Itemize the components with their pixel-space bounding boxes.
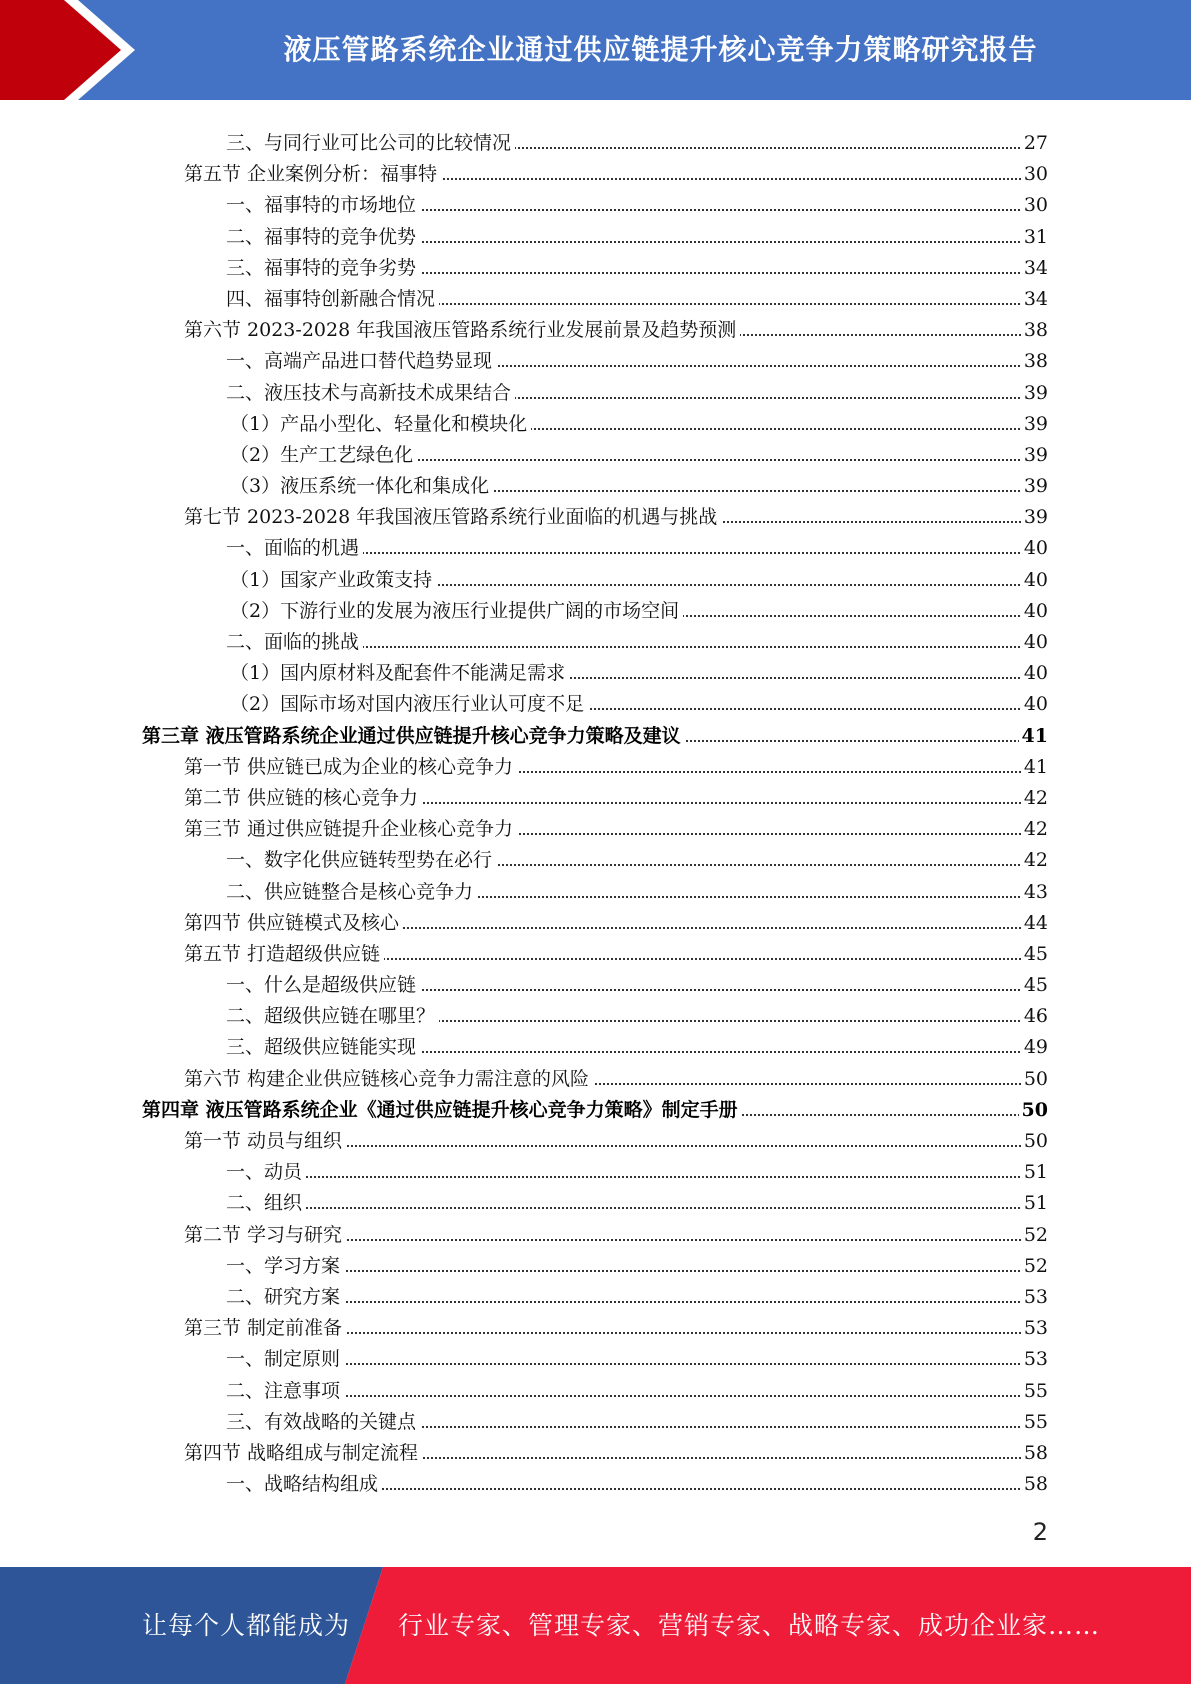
toc-entry-page: 40: [1021, 533, 1048, 564]
toc-entry-title: 二、注意事项: [226, 1376, 344, 1407]
document-title: 液压管路系统企业通过供应链提升核心竞争力策略研究报告: [283, 33, 1038, 66]
toc-entry[interactable]: [184, 502, 1048, 533]
toc-entry-page: 50: [1019, 1095, 1048, 1126]
toc-entry[interactable]: [226, 1001, 1048, 1032]
toc-entry-page: 39: [1021, 378, 1048, 409]
toc-entry-title: 第二节 供应链的核心竞争力: [184, 783, 422, 814]
toc-entry[interactable]: [226, 1157, 1048, 1188]
toc-entry[interactable]: [184, 1126, 1048, 1157]
toc-entry-title: 第四节 战略组成与制定流程: [184, 1438, 422, 1469]
toc-entry[interactable]: [226, 1188, 1048, 1219]
toc-entry-title: 一、数字化供应链转型势在必行: [226, 845, 496, 876]
toc-entry[interactable]: [142, 1095, 1048, 1126]
toc-entry-page: 40: [1021, 689, 1048, 720]
footer-slogan-left: 让每个人都能成为: [142, 1611, 351, 1640]
toc-entry-page: 34: [1021, 253, 1048, 284]
toc-entry-page: 52: [1021, 1251, 1048, 1282]
toc-entry[interactable]: [142, 721, 1048, 752]
toc-entry[interactable]: [226, 1344, 1048, 1375]
toc-entry-title: 一、动员: [226, 1157, 306, 1188]
toc-entry-title: （1）产品小型化、轻量化和模块化: [230, 409, 531, 440]
toc-entry-page: 55: [1021, 1376, 1048, 1407]
toc-entry-title: 二、供应链整合是核心竞争力: [226, 877, 477, 908]
toc-entry[interactable]: [230, 471, 1048, 502]
toc-entry-title: 第六节 2023-2028 年我国液压管路系统行业发展前景及趋势预测: [184, 315, 740, 346]
toc-entry-page: 40: [1021, 658, 1048, 689]
toc-entry-title: 第一节 供应链已成为企业的核心竞争力: [184, 752, 517, 783]
toc-leader-dots: [226, 1207, 1048, 1209]
toc-entry-title: （2）国际市场对国内液压行业认可度不足: [230, 689, 588, 720]
toc-entry-title: （3）液压系统一体化和集成化: [230, 471, 493, 502]
toc-entry-title: 二、面临的挑战: [226, 627, 363, 658]
toc-entry-title: 二、组织: [226, 1188, 306, 1219]
toc-entry[interactable]: [226, 1032, 1048, 1063]
toc-leader-dots: [226, 1395, 1048, 1397]
toc-entry-page: 38: [1021, 346, 1048, 377]
toc-entry-title: 一、战略结构组成: [226, 1469, 382, 1500]
toc-entry[interactable]: [226, 845, 1048, 876]
toc-entry[interactable]: [184, 783, 1048, 814]
toc-entry-title: 第三节 通过供应链提升企业核心竞争力: [184, 814, 517, 845]
toc-entry[interactable]: [226, 253, 1048, 284]
toc-entry-title: 第四节 供应链模式及核心: [184, 908, 403, 939]
toc-entry[interactable]: [230, 409, 1048, 440]
toc-entry-page: 40: [1021, 565, 1048, 596]
toc-entry[interactable]: [184, 315, 1048, 346]
toc-entry[interactable]: [226, 190, 1048, 221]
toc-entry-page: 31: [1021, 222, 1048, 253]
toc-entry-page: 30: [1021, 190, 1048, 221]
toc-entry-page: 51: [1021, 1157, 1048, 1188]
toc-entry-page: 50: [1021, 1064, 1048, 1095]
toc-entry[interactable]: [184, 1438, 1048, 1469]
toc-leader-dots: [226, 1270, 1048, 1272]
toc-entry-title: 一、制定原则: [226, 1344, 344, 1375]
toc-entry[interactable]: [184, 814, 1048, 845]
toc-entry-title: 三、与同行业可比公司的比较情况: [226, 128, 515, 159]
toc-entry-page: 49: [1021, 1032, 1048, 1063]
toc-entry-title: 第二节 学习与研究: [184, 1220, 346, 1251]
toc-entry-title: 一、福事特的市场地位: [226, 190, 420, 221]
page-number: 2: [1032, 1518, 1048, 1546]
toc-entry-page: 41: [1021, 752, 1048, 783]
toc-entry-title: 一、面临的机遇: [226, 533, 363, 564]
toc-entry[interactable]: [226, 222, 1048, 253]
toc-entry[interactable]: [226, 877, 1048, 908]
page-header: [0, 0, 1191, 110]
toc-entry[interactable]: [226, 1251, 1048, 1282]
toc-entry-page: 58: [1021, 1438, 1048, 1469]
toc-entry[interactable]: [230, 658, 1048, 689]
toc-entry-title: （2）下游行业的发展为液压行业提供广阔的市场空间: [230, 596, 683, 627]
toc-entry[interactable]: [226, 533, 1048, 564]
toc-entry-page: 50: [1021, 1126, 1048, 1157]
toc-entry[interactable]: [226, 970, 1048, 1001]
toc-entry-title: 第六节 构建企业供应链核心竞争力需注意的风险: [184, 1064, 593, 1095]
toc-entry-page: 39: [1021, 440, 1048, 471]
toc-entry-page: 44: [1021, 908, 1048, 939]
toc-entry-page: 39: [1021, 502, 1048, 533]
toc-entry-page: 53: [1021, 1313, 1048, 1344]
toc-entry-title: 第五节 企业案例分析：福事特: [184, 159, 441, 190]
toc-entry-page: 45: [1021, 939, 1048, 970]
toc-entry-title: 三、福事特的竞争劣势: [226, 253, 420, 284]
toc-entry-title: 四、福事特创新融合情况: [226, 284, 439, 315]
toc-entry-title: 一、什么是超级供应链: [226, 970, 420, 1001]
toc-entry-title: 第七节 2023-2028 年我国液压管路系统行业面临的机遇与挑战: [184, 502, 721, 533]
toc-entry-page: 53: [1021, 1344, 1048, 1375]
toc-entry-page: 39: [1021, 409, 1048, 440]
page-footer: [0, 1567, 1191, 1684]
toc-entry-page: 53: [1021, 1282, 1048, 1313]
toc-leader-dots: [226, 1301, 1048, 1303]
toc-entry[interactable]: [230, 596, 1048, 627]
toc-leader-dots: [226, 1176, 1048, 1178]
toc-leader-dots: [226, 1363, 1048, 1365]
toc-entry-title: 一、学习方案: [226, 1251, 344, 1282]
toc-entry-title: 二、超级供应链在哪里？: [226, 1001, 439, 1032]
toc-entry-title: （1）国家产业政策支持: [230, 565, 436, 596]
toc-entry[interactable]: [184, 908, 1048, 939]
toc-entry-title: 第三节 制定前准备: [184, 1313, 346, 1344]
toc-entry-page: 52: [1021, 1220, 1048, 1251]
toc-entry-page: 51: [1021, 1188, 1048, 1219]
footer-slogan-right: 行业专家、管理专家、营销专家、战略专家、成功企业家……: [398, 1611, 1101, 1640]
toc-entry-page: 34: [1021, 284, 1048, 315]
toc-entry[interactable]: [184, 1064, 1048, 1095]
toc-entry-page: 39: [1021, 471, 1048, 502]
toc-entry[interactable]: [226, 1282, 1048, 1313]
toc-entry-title: 三、超级供应链能实现: [226, 1032, 420, 1063]
toc-entry-title: 第三章 液压管路系统企业通过供应链提升核心竞争力策略及建议: [142, 721, 685, 752]
toc-entry[interactable]: [226, 627, 1048, 658]
toc-entry[interactable]: [230, 440, 1048, 471]
toc-entry[interactable]: [226, 346, 1048, 377]
toc-entry-title: 第五节 打造超级供应链: [184, 939, 384, 970]
toc-entry-page: 30: [1021, 159, 1048, 190]
toc-entry-page: 40: [1021, 627, 1048, 658]
toc-entry-title: （2）生产工艺绿色化: [230, 440, 417, 471]
toc-entry[interactable]: [184, 1220, 1048, 1251]
toc-entry-title: 第四章 液压管路系统企业《通过供应链提升核心竞争力策略》制定手册: [142, 1095, 742, 1126]
toc-entry[interactable]: [226, 284, 1048, 315]
toc-entry-title: 二、液压技术与高新技术成果结合: [226, 378, 515, 409]
toc-entry[interactable]: [226, 378, 1048, 409]
toc-entry-title: 二、研究方案: [226, 1282, 344, 1313]
toc-entry[interactable]: [226, 1469, 1048, 1500]
toc-entry[interactable]: [230, 689, 1048, 720]
toc-entry-page: 42: [1021, 845, 1048, 876]
toc-entry-page: 46: [1021, 1001, 1048, 1032]
toc-entry-page: 58: [1021, 1469, 1048, 1500]
toc-entry-page: 42: [1021, 814, 1048, 845]
toc-entry-page: 42: [1021, 783, 1048, 814]
toc-entry[interactable]: [184, 1313, 1048, 1344]
toc-entry[interactable]: [184, 159, 1048, 190]
toc-entry-title: 第一节 动员与组织: [184, 1126, 346, 1157]
toc-entry[interactable]: [184, 752, 1048, 783]
toc-entry[interactable]: [226, 1376, 1048, 1407]
toc-entry-page: 43: [1021, 877, 1048, 908]
toc-entry-page: 38: [1021, 315, 1048, 346]
toc-entry-page: 40: [1021, 596, 1048, 627]
toc-entry-title: 一、高端产品进口替代趋势显现: [226, 346, 496, 377]
toc-entry-title: （1）国内原材料及配套件不能满足需求: [230, 658, 569, 689]
table-of-contents: [0, 128, 1191, 1500]
toc-entry[interactable]: [184, 939, 1048, 970]
toc-entry[interactable]: [226, 128, 1048, 159]
toc-entry-title: 二、福事特的竞争优势: [226, 222, 420, 253]
toc-entry[interactable]: [226, 1407, 1048, 1438]
toc-entry-page: 27: [1021, 128, 1048, 159]
toc-entry-title: 三、有效战略的关键点: [226, 1407, 420, 1438]
toc-entry[interactable]: [230, 565, 1048, 596]
toc-entry-page: 41: [1019, 721, 1048, 752]
toc-entry-page: 45: [1021, 970, 1048, 1001]
toc-entry-page: 55: [1021, 1407, 1048, 1438]
